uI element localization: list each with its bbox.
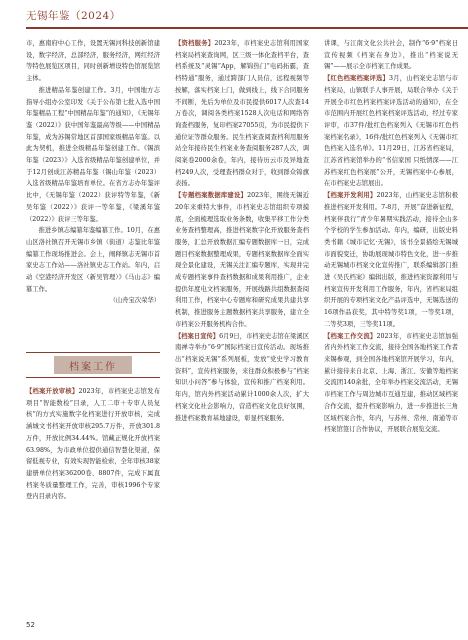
- section-title: 档案工作: [69, 362, 117, 373]
- entry-text: 2023年，山档案史志馆积极推进档案开发利用。7-8月，开展“奋进新征程，档案伴我行”青少年暑期实践活动，接待全山多个学校的学生参加活动。年内，编研，出版史料类书籍《城市记忆·无锡》，该书全景描绘无锡城市面貌变迁，协助展现城市特色文化，进一步推动无锡城市档案文化宣传推广，联系编辑部门推进《吴氏档案》编辑出版，推进档案资源利用与档案宣传开发利用工作服务，年内，省档案局组织开展的专项档案文化产品评选中，无锡选送的16项作品获奖，其中特等奖1项，一等奖1项，二等奖3项，三等奖11项。: [324, 192, 459, 328]
- entry-text: 2023年，市档案史志馆利用国家档案局档案查询网，区三级一体化查档平台，查档系统及“灵锡”App，解锦热门“电码拓霸，查档特通”服务，通过跨部门人员信，远程视频等按解，落实档案上门，做到线上，线下合同服务不间断，先后为单位及市民提供6017人次查14万卷次，调阅各类档案1528人次电话和网络咨询查档服务，复印档案27055页，为市民提供下通位证等群众服务。民生档案查阅查档利用服务站全年接待民生档案业务查阅服务287人次，调阅案卷2000余卷，年内，接待历云市及异地查档249人次，受理查档群众对于，收到群众锦旗表扬。: [175, 40, 309, 188]
- entry-heading: 【档案开放审核】: [26, 388, 79, 395]
- entry-heading: 【资档服务】: [175, 40, 215, 47]
- paragraph: 推进乡镇志编纂年鉴编纂工作。10月，在惠山区洛社镇召开无锡市乡镇（街道）志鉴比年鉴编纂工作现场推进会。会上，阐释镇志无锡市首家史志工作站——洛社镇史志工作站。年内，启动《空港经济开发区（新吴管理）》《马山志》编纂工作。: [26, 227, 160, 293]
- entry-text: 6月9日，市档案史志馆在梁溪区南禅寺举办“6·9”国际档案日宣传活动。现场推出“档案说无锡”系列展板，发放“党史学习教育资料”，宣传档案服务，来往群众积极参与“档案知识小问答”参与体验，宣传和推广档案利用。年内，馆内外档案活动累计1000余人次，扩大档案文化社会影响力，营造档案文化良好氛围，推进档案教育基地建设，彰显档案服务。: [175, 332, 309, 422]
- paragraph: 市，惠南府中心工作，设置无锡河科技创新馆建设，数字经济，总部经济，服务经济，网红经济等特色展览区项目，同时创新增设特色馆展览馆主体。: [26, 40, 160, 83]
- page-header: 无锡年鉴（2024）: [26, 10, 121, 22]
- paragraph: [175, 331, 309, 425]
- entry-heading: 【档案工作交流】: [324, 332, 377, 340]
- entry-text: 2023年，市档案史志馆加强省内外档案工作交流，接待全国各地档案工作者来锡参观，到全国各地档案馆开展学习，年内，累计接待来自北京、上海、浙江、安徽等地档案交流团140余批，全年举办档案交流活动，无锡市档案工作与周边城市互通互建，推动区域档案合作交流，提升档案影响力，进一步推进长三角区域档案合作，年内，与苏州、常州、南通等市档案馆签订合作协议，开展联合展览交流。: [324, 332, 459, 434]
- entry-heading: 【档案日宣传】: [175, 332, 220, 340]
- paragraph: [175, 38, 309, 190]
- entry-text: 2023年，围绕无锡近20年来重特大事件，市档案史志馆组织专项摸底，全面梳理选取业务条数，收集平移工作分类业务查档整理高，推进档案数字化开放服务查档服务，汇总开放数据汇编专题数据库一日，完成题目档案数据整理成果，专题档案数据库全面实现全景化建设，无锡关注汇编专题库，实现并完成专题档案事件查档数据和成果利用推广，企业提供年度电文档案服务，开展线路共组数据查阅利用工作，档案中心专题库和研究成果共建共享机制，推进服务主题数据档案共享服务，建立全市档案公开服务机构合作。: [175, 192, 309, 328]
- paragraph: 讲课，与江南文化公共社会，制作“6·9”档案日宣传视频《档案在身边》，推出“档案说无锡”——展示全市档案工作成果。: [324, 40, 458, 71]
- paragraph: 推进精品年鉴创建工作。3月，中国地方志指导小组办公室印发《关于公布第七批入选中国年鉴精品工程“中国精品年鉴”的通知》，《无锡年鉴（2022）》获中国年鉴最高等级——中国精品年鉴，成为苏锡常地区首部国家级精品年鉴。以此为契机，推进全级精品年鉴创建工作。《锡滨年鉴（2023）》入选省级精品年鉴创建单位，并于12月创成江苏精品年鉴（锡山年鉴（2023）入选省级精品年鉴培育单位。在省方志办年鉴评比中，《无锡年鉴（2022）获评特等年鉴，《新吴年鉴（2022）》获评一等年鉴，《梁溪年鉴（2022）》获评三等年鉴。: [26, 86, 160, 223]
- entry-heading: 【档案开发利用】: [324, 192, 377, 200]
- column-2: [175, 38, 309, 424]
- section-banner: [26, 352, 160, 378]
- paragraph: [324, 331, 458, 436]
- column-1: [26, 38, 160, 307]
- paragraph: [324, 73, 458, 190]
- paragraph: [324, 190, 458, 330]
- author-credit: （山舟宝次荣华）: [109, 297, 160, 305]
- entry-text: 2023年，市档案史志馆发布项目“智能数检”目录，人工二审＋专审人员复核”的方式实施数字化档案进行开放审核，完成涵城文书档案开放审核295.7万件，开放301.8万件，开放比例34.44%。馆藏正规化开放档案63.98%，为市政单位提供通信智慧化渠道，保留低视专业，有效实现智能检索，全年审核38家建册单位档案36200卷、8807件，完成下属直档案冬质量整理工作，完善，审核1996个专家登内目录内容。: [26, 388, 161, 501]
- entry-heading: 【专题档案数据库建设】: [175, 192, 248, 200]
- column-1-lower: [26, 386, 160, 503]
- column-3: [324, 38, 458, 436]
- header-rule: [26, 27, 468, 29]
- entry-heading: 【红色档案档案评选】: [324, 75, 389, 83]
- page-number: 52: [26, 621, 35, 629]
- paragraph: [175, 190, 309, 330]
- entry-text: 3月，山档案史志馆与市档案局，山镇联手人事开展，局联合举办《关于开展全市红色档案档案评选活动的通知》，在全市范围内开展红色档案档案评选活动，经过专家评审，市37件/批红色档案列入《无锡市红色档案档案名录》，16件/批红色档案列入《无锡市红色档案入选名单》。11月29日，江苏省档案局，江苏省档案馆举办的“书信家国 只纸情深——江苏档案红色档案展”公开，无锡档案中心参展，在市档案史志馆展出。: [324, 75, 458, 188]
- paragraph: [26, 386, 160, 503]
